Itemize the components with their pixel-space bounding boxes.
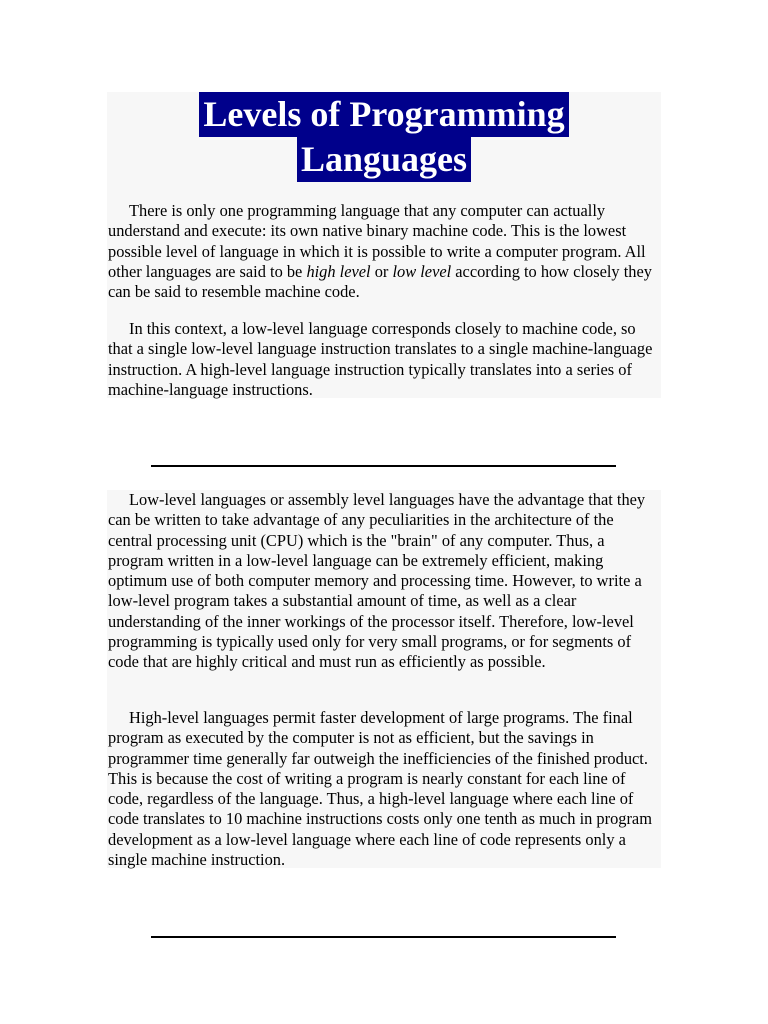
intro-section [107, 92, 661, 398]
page-title [107, 92, 661, 182]
paragraph-low-level: Low-level languages or assembly level languages have the advantage that they can be written to take advantage of any peculiarities in the architecture of the central processing unit (CPU) which is the "brain" of any computer. Thus, a program written in a low-level language can be extremely efficient, making optimum use of both computer memory and processing time. However, to write a low-level program takes a substantial amount of time, as well as a clear understanding of the inner workings of the processor itself. Therefore, low-level programming is typically used only for very small programs, or for segments of code that are highly critical and must run as efficiently as possible. [108, 490, 646, 672]
page-title-line-2: Languages [297, 137, 471, 182]
paragraph-text: according to how closely they can be said to resemble machine code. [108, 261, 652, 302]
paragraph-machine-code [108, 201, 660, 302]
emphasis-low-level: low level [392, 261, 452, 281]
horizontal-rule [151, 936, 616, 938]
paragraph-text: or [370, 261, 393, 281]
page-title-line-1: Levels of Programming [199, 92, 568, 137]
paragraph-high-level: High-level languages permit faster development of large programs. The final program as executed by the computer is not as efficient, but the savings in programmer time generally far outweigh the inefficiencies of the finished product. This is because the cost of writing a program is nearly constant for each line of code, regardless of the language. Thus, a high-level language where each line of code translates to 10 machine instructions costs only one tenth as much in program development as a low-level language where each line of code represents only a single machine instruction. [108, 708, 652, 870]
comparison-section [107, 490, 661, 868]
paragraph-text: There is only one programming language that any computer can actually understand and execute: its own native binary machine code. This is the lowest possible level of language in which it is possible to write a computer program. All other languages are said to be [108, 201, 646, 281]
horizontal-rule [151, 465, 616, 467]
emphasis-high-level: high level [306, 261, 371, 281]
paragraph-context: In this context, a low-level language corresponds closely to machine code, so that a single low-level language instruction translates to a single machine-language instruction. A high-level language instruction typically translates into a series of machine-language instructions. [108, 319, 653, 399]
